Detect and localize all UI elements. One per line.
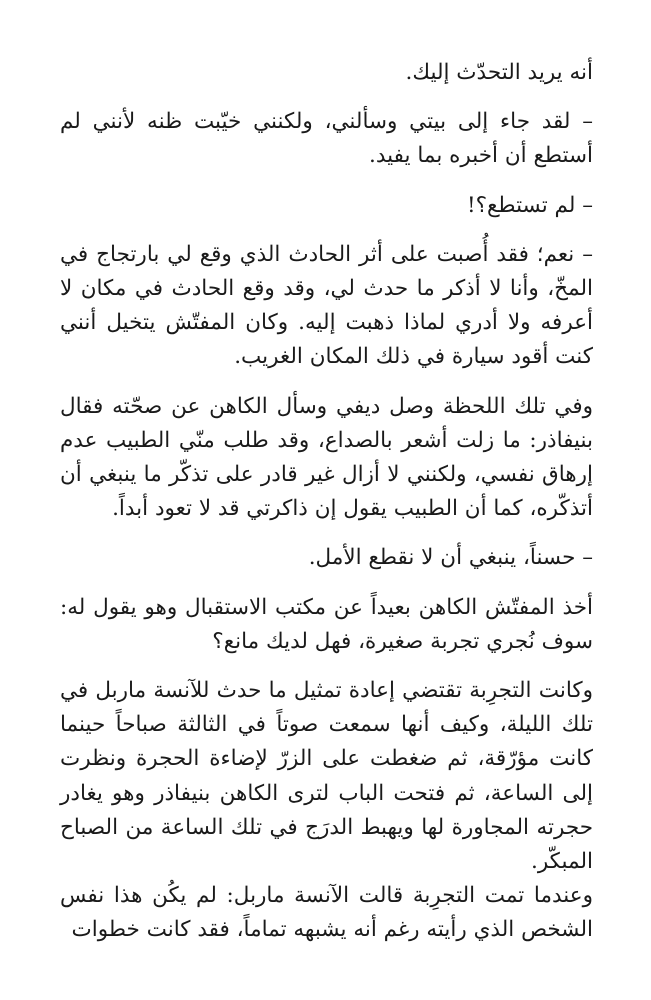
paragraph-6: – حسناً، ينبغي أن لا نقطع الأمل.	[308, 545, 593, 571]
paragraph-3: – لم تستطع؟!	[466, 192, 593, 218]
paragraph-4: – نعم؛ فقد أُصبت على أثر الحادث الذي وقع لي بارتجاج في المخّ، وأنا لا أذكر ما حدث لي، وقد وقع الحادث في مكان لا أعرفه ولا أدري لماذا ذهبت إليه. وكان المفتّش يتخيل أنني كنت أقود سيارة في ذلك المكان الغريب.	[60, 241, 593, 370]
paragraph-5: وفي تلك اللحظة وصل ديفي وسأل الكاهن عن صحّته فقال بنيفاذر: ما زلت أشعر بالصداع، وقد طلب منّي الطبيب عدم إرهاق نفسي، ولكنني لا أزال غير قادر على تذكّر ما ينبغي أن أتذكّره، كما أن الطبيب يقول إن ذاكرتي قد لا تعود أبداً.	[60, 393, 593, 522]
paragraph-9: وعندما تمت التجرِبة قالت الآنسة ماربل: لم يكُن هذا نفس الشخص الذي رأيته رغم أنه يشبهه تماماً، فقد كانت خطوات	[60, 883, 593, 943]
paragraph-7: أخذ المفتّش الكاهن بعيداً عن مكتب الاستقبال وهو يقول له: سوف نُجري تجربة صغيرة، فهل لديك مانع؟	[60, 594, 593, 654]
paragraph-8: وكانت التجرِبة تقتضي إعادة تمثيل ما حدث للآنسة ماربل في تلك الليلة، وكيف أنها سمعت صوتاً في الثالثة صباحاً حينما كانت مؤرّقة، ثم ضغطت على الزرّ لإضاءة الحجرة ونظرت إلى الساعة، ثم فتحت الباب لترى الكاهن بنيفاذر وهو يغادر حجرته المجاورة لها ويهبط الدرَج في تلك الساعة من الصباح المبكّر.	[60, 678, 593, 875]
paragraph-2: – لقد جاء إلى بيتي وسألني، ولكنني خيّبت ظنه لأنني لم أستطع أن أخبره بما يفيد.	[60, 109, 593, 169]
paragraph-1: أنه يريد التحدّث إليك.	[405, 60, 593, 85]
